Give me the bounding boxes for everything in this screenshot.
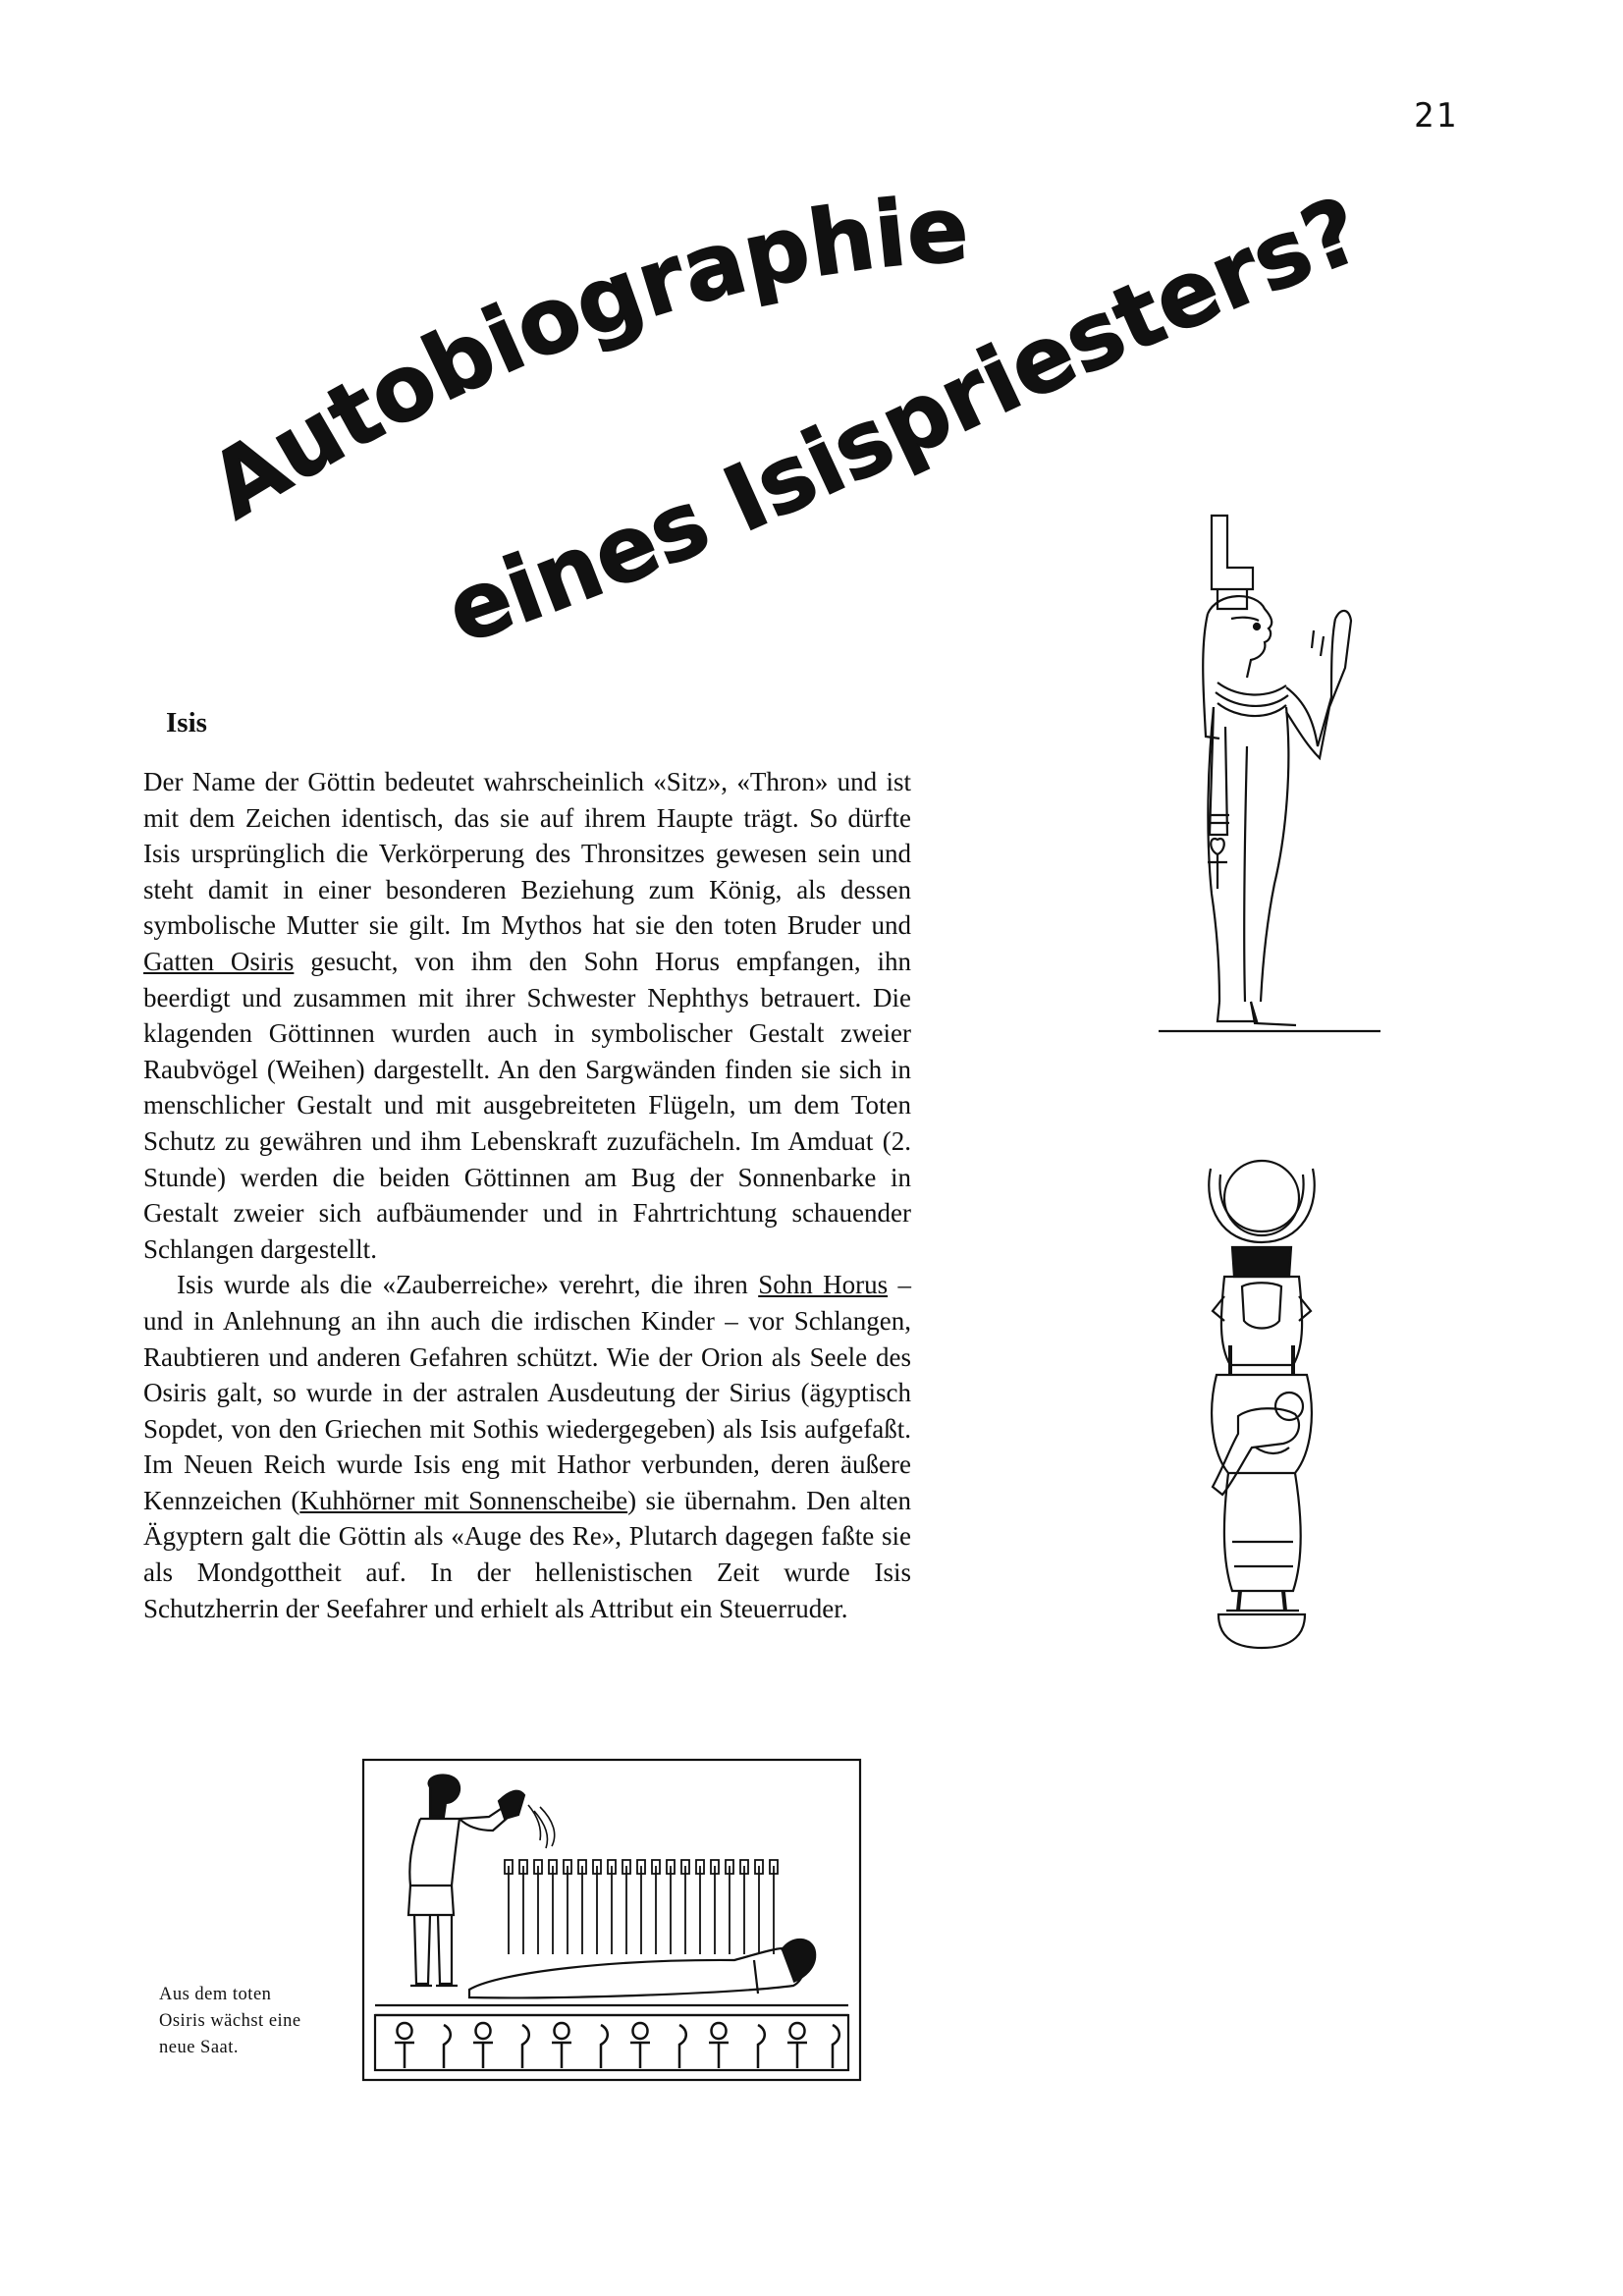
isis-standing-illustration (1149, 511, 1384, 1061)
figure-caption: Aus dem toten Osiris wächst eine neue Saat. (159, 1985, 301, 2057)
body-text (143, 764, 911, 1626)
paragraph-1: Der Name der Göttin bedeutet wahrscheinlich «Sitz», «Thron» und ist mit dem Zeichen identisch, das sie auf ihrem Haupte trägt. So dürfte Isis ursprünglich die Verkörperung des Thronsitzes gewesen sein und steht damit in einer besonderen Beziehung zum König, als dessen symbolische Mutter sie gilt. Im Mythos hat sie den toten Bruder und Gatten Osiris gesucht, von ihm den Sohn Horus empfangen, ihn beerdigt und zusammen mit ihrer Schwester Nephthys betrauert. Die klagenden Göttinnen wurden auch in symbolischer Gestalt zweier Raubvögel (Weihen) dargestellt. An den Sargwänden finden sie sich in menschlicher Gestalt und mit ausgebreiteten Flügeln, um dem Toten Schutz zu gewähren und ihm Lebenskraft zuzufächeln. Im Amduat (2. Stunde) werden die beiden Göttinnen am Bug der Sonnenbarke in Gestalt zweier sich aufbäumender und in Fahrtrichtung schauender Schlangen dargestellt. (143, 767, 911, 1264)
page-number: 21 (1414, 96, 1458, 136)
link-sohn-horus[interactable]: Sohn Horus (758, 1270, 889, 1300)
isis-with-horus-illustration (1173, 1149, 1350, 1650)
osiris-grain-illustration (361, 1758, 862, 2082)
link-gatten-osiris[interactable]: Gatten Osiris (143, 946, 295, 976)
section-heading: Isis (166, 707, 207, 738)
title-line-2: eines Isispriesters? (434, 177, 1376, 665)
paragraph-2: Isis wurde als die «Zauberreiche» verehrt, die ihren Sohn Horus – und in Anlehnung an ihn auch die irdischen Kinder – vor Schlangen, Raubtieren und anderen Gefahren schützt. Wie der Orion als Seele des Osiris galt, so wurde in der astralen Ausdeutung der Sirius (ägyptisch Sopdet, von den Griechen mit Sothis wiedergegeben) als Isis aufgefaßt. Im Neuen Reich wurde Isis eng mit Hathor verbunden, deren äußere Kennzeichen (Kuhhörner mit Sonnenscheibe) sie übernahm. Den alten Ägyptern galt die Göttin als «Auge des Re», Plutarch dagegen faßte sie als Mondgottheit auf. In der hellenistischen Zeit wurde Isis Schutzherrin der Seefahrer und erhielt als Attribut ein Steuerruder. (143, 1270, 912, 1623)
link-kuhhoerner-sonnenscheibe[interactable]: Kuhhörner mit Sonnenscheibe (299, 1485, 628, 1515)
title-line-1: Autobiographie (191, 177, 972, 539)
